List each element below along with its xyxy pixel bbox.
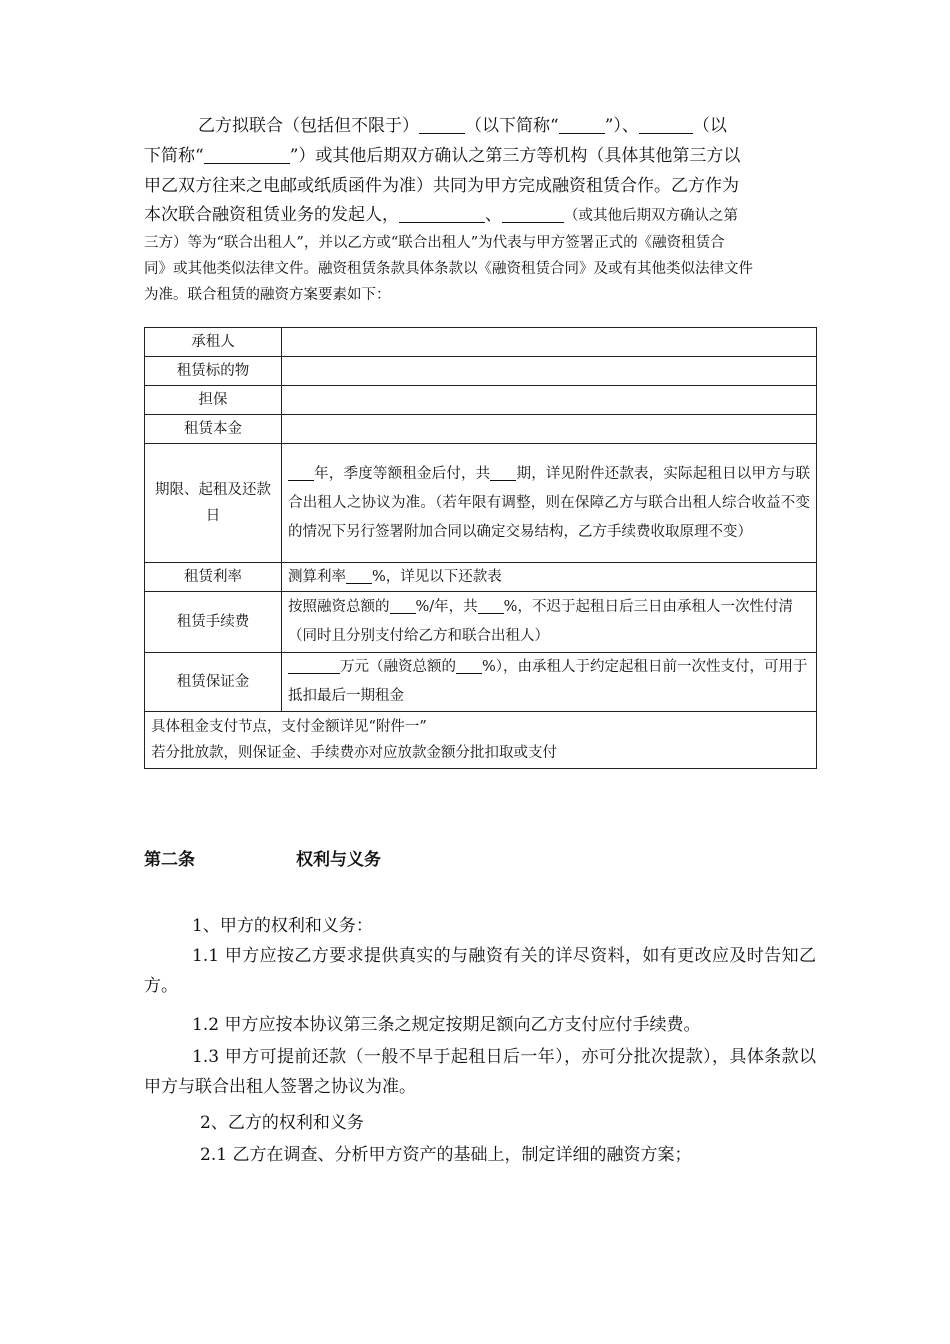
- row-value: [282, 653, 817, 712]
- table-row: [145, 328, 817, 357]
- table-row: [145, 444, 817, 563]
- blank-field: [390, 599, 416, 615]
- blank-field: [399, 205, 485, 223]
- blank-field: [502, 205, 564, 223]
- table-row: [145, 653, 817, 712]
- section-number: 第二条: [144, 850, 195, 870]
- table-row: [145, 415, 817, 444]
- row-label: 承租人: [145, 328, 282, 357]
- cell-text: 测算利率: [288, 569, 346, 585]
- blank-field: [419, 116, 465, 134]
- intro-line: 甲乙双方往来之电邮或纸质函件为准）共同为甲方完成融资租赁合作。乙方作为: [144, 176, 739, 196]
- row-value: [282, 592, 817, 653]
- table-row: [145, 712, 817, 769]
- financing-table: [144, 327, 817, 769]
- intro-line: [144, 112, 816, 142]
- cell-text: %，详见以下还款表: [372, 569, 502, 585]
- intro-text: ”）、: [604, 116, 639, 136]
- cell-text: %），由承租人于约定起租日前一次性支付，可用于抵扣最后一期租金: [288, 659, 808, 704]
- row-label: 担保: [145, 386, 282, 415]
- intro-text: ”）或其他后期双方确认之第三方等机构（具体其他第三方以: [289, 146, 741, 166]
- row-label: 租赁保证金: [145, 653, 282, 712]
- note-line: 具体租金支付节点，支付金额详见“附件一”: [151, 719, 427, 735]
- row-value: [282, 328, 817, 357]
- paragraph: 2.1 乙方在调查、分析甲方资产的基础上，制定详细的融资方案；: [200, 1145, 692, 1165]
- blank-field: [559, 116, 605, 134]
- row-value: [282, 386, 817, 415]
- paragraph: 1、甲方的权利和义务：: [192, 916, 373, 936]
- note-line: 若分批放款，则保证金、手续费亦对应放款金额分批扣取或支付: [151, 745, 557, 761]
- row-value: [282, 444, 817, 563]
- intro-line: 同》或其他类似法律文件。融资租赁条款具体条款以《融资租赁合同》及或有其他类似法律文件: [144, 261, 753, 277]
- intro-line: 三方）等为“联合出租人”，并以乙方或“联合出租人”为代表与甲方签署正式的《融资租赁合: [144, 235, 725, 251]
- cell-text: 万元（融资总额的: [340, 659, 456, 675]
- blank-field: [478, 599, 504, 615]
- blank-field: [456, 659, 482, 675]
- row-label: 租赁本金: [145, 415, 282, 444]
- blank-field: [288, 465, 314, 481]
- blank-field: [204, 146, 290, 164]
- table-row: [145, 386, 817, 415]
- cell-text: %/年，共: [415, 599, 478, 615]
- cell-text: %，不迟于起租日后三日由承租人一次性付清（同时且分别支付给乙方和联合出租人）: [288, 599, 793, 644]
- paragraph: 1.2 甲方应按本协议第三条之规定按期足额向乙方支付应付手续费。: [192, 1015, 701, 1035]
- section-title: 权利与义务: [296, 850, 381, 870]
- row-value: [282, 357, 817, 386]
- row-label: 租赁利率: [145, 563, 282, 592]
- intro-line: 为准。联合租赁的融资方案要素如下：: [144, 287, 391, 303]
- blank-field: [639, 116, 693, 134]
- intro-text: 、: [485, 205, 502, 225]
- paragraph: 1.1 甲方应按乙方要求提供真实的与融资有关的详尽资料，如有更改应及时告知乙方。: [144, 946, 816, 996]
- table-row: [145, 592, 817, 653]
- intro-line: [144, 142, 816, 172]
- table-note: [145, 712, 817, 769]
- intro-text: 下简称“: [144, 146, 204, 166]
- cell-text: 年，季度等额租金后付，共: [314, 465, 491, 482]
- row-value: [282, 563, 817, 592]
- blank-field: [346, 569, 372, 585]
- row-label: 租赁标的物: [145, 357, 282, 386]
- row-label: 期限、起租及还款日: [145, 444, 282, 563]
- blank-field: [490, 465, 516, 481]
- row-value: [282, 415, 817, 444]
- table-row: [145, 563, 817, 592]
- intro-text: （或其他后期双方确认之第: [564, 208, 738, 224]
- cell-text: 期，详见附件还款表，实际起租日以甲方与联合出租人之协议为准。（若年限有调整，则在保障乙方与联合出租人综合收益不变的情况下另行签署附加合同以确定交易结构，乙方手续费收取原理不变）: [288, 465, 811, 540]
- paragraph: 2、乙方的权利和义务: [200, 1113, 364, 1133]
- intro-line: [144, 201, 816, 231]
- intro-text: （以: [692, 116, 727, 136]
- row-label: 租赁手续费: [145, 592, 282, 653]
- blank-field: [288, 659, 340, 675]
- table-row: [145, 357, 817, 386]
- intro-text: （以下简称“: [465, 116, 559, 136]
- paragraph: 1.3 甲方可提前还款（一般不早于起租日后一年），亦可分批次提款），具体条款以甲方与联合出租人签署之协议为准。: [144, 1047, 816, 1097]
- intro-text: 本次联合融资租赁业务的发起人，: [144, 205, 399, 225]
- intro-text: 乙方拟联合（包括但不限于）: [198, 116, 419, 136]
- cell-text: 按照融资总额的: [288, 599, 390, 615]
